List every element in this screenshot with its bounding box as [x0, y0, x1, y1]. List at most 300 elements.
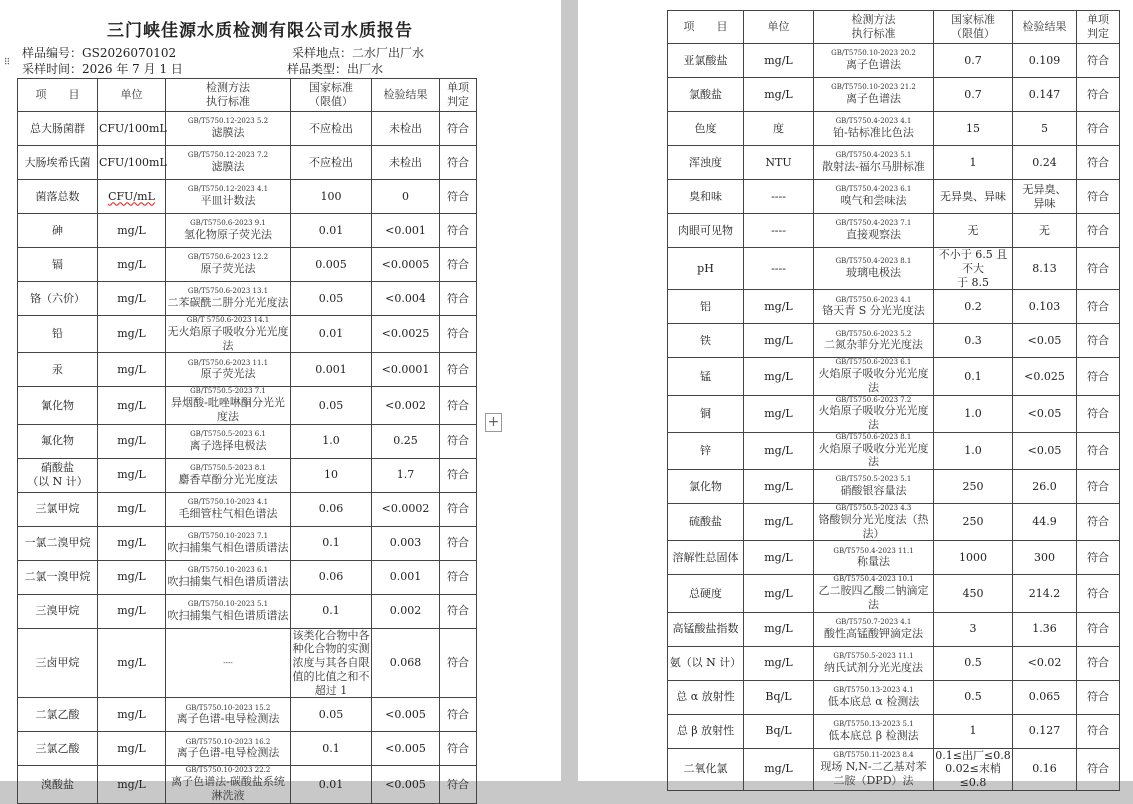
- test-item-name: 三溴甲烷: [35, 604, 80, 618]
- table-row: [668, 112, 1120, 146]
- column-header-result: 检验结果: [372, 79, 440, 112]
- test-item-name: 铜: [700, 406, 711, 420]
- method-name: 二氮杂菲分光光度法: [824, 338, 923, 352]
- verdict-value: 符合: [1087, 87, 1109, 101]
- test-item-name: 溴酸盐: [41, 777, 74, 791]
- unit-cell: [98, 526, 166, 560]
- unit-cell: [744, 78, 814, 112]
- test-item: [668, 78, 744, 112]
- method-name: 无火焰原子吸收分光光度法: [167, 324, 289, 352]
- method-name: 纳氏试剂分光光度法: [824, 660, 923, 674]
- verdict-cell: [1077, 146, 1120, 180]
- limit-value: 0.06: [318, 570, 344, 584]
- method-cell: [814, 78, 934, 112]
- verdict-value: 符合: [1087, 762, 1109, 776]
- table-row: [18, 112, 477, 146]
- method-name: 乙二胺四乙酸二钠滴定法: [818, 584, 929, 611]
- result-cell: [372, 180, 440, 214]
- verdict-value: 符合: [1087, 479, 1109, 493]
- method-standard: GB/T5750.11-2023 8.4: [833, 751, 914, 759]
- unit-cell: [98, 492, 166, 526]
- unit-value: CFU/100mL: [99, 121, 167, 135]
- result-cell: [1013, 78, 1077, 112]
- method-cell: [166, 732, 291, 766]
- unit-cell: [744, 541, 814, 575]
- method-cell: [814, 748, 934, 790]
- result-value: <0.0025: [381, 327, 430, 341]
- limit-value: 不应检出: [309, 121, 353, 135]
- method-name: 铬天青 S 分光光度法: [822, 304, 925, 318]
- unit-value: mg/L: [764, 586, 793, 600]
- unit-cell: [744, 324, 814, 358]
- limit-cell: [291, 594, 372, 628]
- unit-cell: [98, 628, 166, 698]
- method-name: 玻璃电极法: [846, 266, 901, 280]
- method-standard: GB/T5750.10-2023 5.1: [187, 599, 269, 608]
- test-item: [668, 248, 744, 290]
- method-standard: GB/T5750.6-2023 8.1: [835, 432, 912, 441]
- limit-cell: [291, 316, 372, 353]
- method-standard: GB/T5750.13-2023 4.1: [833, 685, 914, 694]
- sample-number-label: 样品编号：: [22, 46, 83, 60]
- column-header-method: [814, 11, 934, 44]
- result-cell: [372, 766, 440, 803]
- verdict-cell: [440, 424, 477, 458]
- method-standard: GB/T5750.5-2023 11.1: [833, 651, 914, 660]
- method-cell: [166, 214, 291, 248]
- verdict-value: 符合: [447, 656, 469, 669]
- table-body-right: [668, 44, 1120, 791]
- verdict-value: 符合: [1087, 223, 1109, 237]
- verdict-cell: [1077, 541, 1120, 575]
- table-header-row: [18, 79, 477, 112]
- report-page-right: [578, 0, 1133, 789]
- limit-cell: [291, 698, 372, 732]
- column-header-limit: [934, 11, 1013, 44]
- method-standard: GB/T5750.6-2023 5.2: [835, 329, 912, 338]
- limit-value: 无异臭、异味: [940, 189, 1006, 203]
- verdict-cell: [1077, 646, 1120, 680]
- verdict-cell: [440, 628, 477, 698]
- column-header-limit-line2: （限值）: [951, 27, 995, 40]
- unit-value: CFU/100mL: [99, 155, 167, 169]
- verdict-value: 符合: [1087, 189, 1109, 203]
- unit-cell: [744, 180, 814, 214]
- test-item-name: 二氯乙酸: [35, 707, 80, 721]
- unit-cell: [744, 395, 814, 432]
- limit-value: 450: [962, 586, 984, 600]
- test-item: [18, 282, 98, 316]
- result-value: 8.13: [1032, 261, 1057, 275]
- column-header-method-line1: 检测方法: [206, 81, 250, 95]
- verdict-cell: [440, 146, 477, 180]
- result-value: 0.003: [389, 536, 422, 550]
- result-value: <0.0001: [381, 362, 430, 376]
- method-standard: GB/T5750.4-2023 4.1: [835, 117, 912, 126]
- verdict-cell: [440, 387, 477, 424]
- method-name: 离子色谱法: [846, 58, 901, 71]
- test-item: [18, 248, 98, 282]
- table-row: [18, 766, 477, 803]
- limit-cell: [934, 146, 1013, 180]
- unit-cell: [744, 248, 814, 290]
- table-row: [668, 358, 1120, 395]
- test-item: [18, 316, 98, 353]
- limit-cell: [934, 432, 1013, 469]
- result-value: 300: [1034, 550, 1055, 564]
- limit-cell: [934, 290, 1013, 324]
- unit-cell: [98, 112, 166, 146]
- limit-value: 250: [962, 515, 984, 529]
- test-item-name: 三氯甲烷: [35, 502, 80, 516]
- verdict-value: 符合: [447, 223, 469, 237]
- verdict-value: 符合: [447, 434, 469, 448]
- method-cell: [166, 424, 291, 458]
- result-value: <0.002: [385, 398, 426, 412]
- result-cell: [1013, 646, 1077, 680]
- method-standard: GB/T 5750.6-2023 14.1: [186, 316, 270, 324]
- table-header-row: [668, 11, 1120, 44]
- limit-value: 0.1: [322, 536, 340, 550]
- verdict-value: 符合: [1087, 690, 1109, 704]
- limit-cell: [291, 282, 372, 316]
- unit-cell: [98, 248, 166, 282]
- test-item: [18, 180, 98, 214]
- table-row: [668, 395, 1120, 432]
- table-row: [18, 628, 477, 698]
- result-value: 26.0: [1032, 479, 1057, 493]
- unit-value: mg/L: [117, 362, 146, 376]
- method-standard: GB/T5750.4-2023 5.1: [835, 151, 912, 160]
- result-value: <0.004: [385, 291, 426, 305]
- verdict-value: 符合: [447, 741, 469, 755]
- unit-cell: [98, 146, 166, 180]
- method-cell: [814, 214, 934, 248]
- method-name: 嗅气和尝味法: [840, 194, 907, 207]
- limit-value: 15: [966, 121, 980, 135]
- sample-type-value: 出厂水: [347, 62, 384, 76]
- method-standard: GB/T5750.6-2023 4.1: [835, 295, 912, 304]
- limit-cell: [291, 387, 372, 424]
- verdict-value: 符合: [447, 536, 469, 550]
- test-item: [18, 698, 98, 732]
- unit-value: mg/L: [764, 762, 793, 776]
- test-item-name: 溶解性总固体: [672, 550, 739, 564]
- result-cell: [372, 732, 440, 766]
- unit-value: mg/L: [764, 515, 793, 529]
- test-item-name: 锌: [700, 444, 711, 457]
- limit-value: 1000: [959, 550, 987, 564]
- verdict-cell: [1077, 748, 1120, 790]
- test-item: [18, 387, 98, 424]
- sample-type: [287, 60, 383, 77]
- result-value: <0.001: [385, 223, 426, 237]
- verdict-cell: [1077, 214, 1120, 248]
- verdict-cell: [1077, 575, 1120, 612]
- result-value: 1.36: [1032, 622, 1057, 636]
- result-cell: [1013, 358, 1077, 395]
- result-value: 0.103: [1028, 299, 1061, 313]
- unit-value: mg/L: [117, 291, 146, 305]
- column-header-verdict-line1: 单项: [447, 81, 469, 95]
- results-table-left: [17, 78, 477, 804]
- result-value: 214.2: [1028, 586, 1061, 600]
- test-item-name: 大肠埃希氏菌: [24, 155, 91, 169]
- verdict-cell: [1077, 612, 1120, 646]
- limit-cell: [934, 470, 1013, 504]
- table-row: [668, 714, 1120, 748]
- verdict-value: 符合: [447, 468, 469, 482]
- method-cell: [814, 714, 934, 748]
- limit-cell: [291, 112, 372, 146]
- unit-value: ----: [771, 261, 786, 275]
- unit-value: NTU: [765, 155, 792, 169]
- method-standard: GB/T5750.6-2023 7.2: [835, 395, 912, 404]
- report-title: 三门峡佳源水质检测有限公司水质报告: [107, 21, 413, 41]
- method-standard: GB/T5750.6-2023 9.1: [190, 219, 266, 228]
- table-row: [18, 492, 477, 526]
- method-standard: GB/T5750.10-2023 16.2: [185, 737, 271, 746]
- result-value: <0.005: [385, 707, 426, 721]
- report-page-left: [0, 0, 561, 802]
- method-standard: GB/T5750.10-2023 4.1: [187, 497, 269, 506]
- unit-cell: [98, 560, 166, 594]
- result-cell: [372, 248, 440, 282]
- test-item-name: 总 β 放射性: [676, 724, 735, 738]
- limit-cell: [291, 180, 372, 214]
- test-item-name: 菌落总数: [35, 189, 80, 203]
- column-header-limit: [291, 79, 372, 112]
- test-item-name: 总 α 放射性: [676, 690, 735, 704]
- unit-cell: [98, 353, 166, 387]
- limit-cell: [291, 732, 372, 766]
- unit-cell: [744, 214, 814, 248]
- method-standard: GB/T5750.13-2023 5.1: [833, 719, 914, 728]
- unit-cell: [98, 698, 166, 732]
- unit-value: mg/L: [117, 570, 146, 584]
- table-row: [18, 424, 477, 458]
- verdict-cell: [1077, 44, 1120, 78]
- limit-value: 1.0: [964, 444, 982, 457]
- method-cell: [166, 766, 291, 803]
- test-item: [668, 44, 744, 78]
- limit-value: 0.7: [964, 87, 982, 101]
- limit-value: 0.05: [318, 398, 344, 412]
- table-row: [668, 680, 1120, 714]
- verdict-value: 符合: [1087, 724, 1109, 738]
- verdict-cell: [440, 180, 477, 214]
- test-item-name: 浑浊度: [689, 155, 722, 169]
- unit-value: mg/L: [117, 468, 146, 482]
- result-cell: [372, 698, 440, 732]
- limit-value: 0.01: [318, 327, 344, 341]
- result-cell: [372, 146, 440, 180]
- result-cell: [1013, 290, 1077, 324]
- result-value: <0.05: [1027, 406, 1062, 420]
- method-standard: ----: [223, 658, 233, 667]
- test-item-name: 氟化物: [41, 434, 74, 448]
- verdict-value: 符合: [1087, 406, 1109, 420]
- test-item: [18, 732, 98, 766]
- verdict-value: 符合: [447, 777, 469, 791]
- method-name: 异烟酸-吡唑啉酮分光光度法: [171, 396, 285, 423]
- method-name: 硝酸银容量法: [840, 484, 907, 497]
- table-row: [18, 458, 477, 492]
- unit-cell: [98, 214, 166, 248]
- method-standard: GB/T5750.12-2023 5.2: [187, 117, 269, 126]
- result-value: 0.16: [1032, 762, 1057, 776]
- column-header-item: 项 目: [668, 11, 744, 44]
- verdict-cell: [440, 458, 477, 492]
- limit-value: 0.1≤出厂≤0.8: [935, 748, 1011, 762]
- test-item-name: 氰化物: [41, 398, 74, 412]
- verdict-cell: [440, 112, 477, 146]
- test-item-name: 三氯乙酸: [35, 741, 80, 755]
- table-row: [668, 44, 1120, 78]
- verdict-cell: [440, 560, 477, 594]
- test-item-name: 硝酸盐: [41, 461, 74, 475]
- limit-value: 0.06: [318, 502, 344, 516]
- verdict-cell: [1077, 395, 1120, 432]
- column-header-verdict-line2: 判定: [1087, 27, 1109, 40]
- test-item-name: 砷: [52, 223, 63, 237]
- unit-cell: [98, 282, 166, 316]
- limit-cell: [934, 324, 1013, 358]
- result-value: 无异臭、: [1022, 182, 1067, 196]
- table-row: [18, 146, 477, 180]
- result-value: 未检出: [389, 155, 422, 169]
- verdict-cell: [1077, 324, 1120, 358]
- result-cell: [1013, 680, 1077, 714]
- method-cell: [166, 628, 291, 698]
- method-name: 二苯碳酰二肼分光光度法: [167, 296, 289, 309]
- limit-value-line2: 于 8.5: [957, 275, 989, 289]
- verdict-cell: [1077, 504, 1120, 541]
- table-row: [18, 282, 477, 316]
- test-item: [18, 214, 98, 248]
- limit-value: 10: [324, 468, 338, 482]
- method-cell: [814, 612, 934, 646]
- column-header-verdict: [440, 79, 477, 112]
- limit-cell: [934, 358, 1013, 395]
- result-value: 0.001: [389, 570, 422, 584]
- unit-value: mg/L: [117, 604, 146, 618]
- limit-value: 无: [967, 223, 979, 237]
- table-row: [18, 732, 477, 766]
- result-cell: [1013, 44, 1077, 78]
- limit-cell: [934, 612, 1013, 646]
- method-standard: GB/T5750.10-2023 6.1: [187, 565, 269, 574]
- method-cell: [166, 698, 291, 732]
- method-name: 现场 N,N-二乙基对苯二胺（DPD）法: [820, 759, 927, 787]
- method-name: 铂-钴标准比色法: [833, 126, 914, 139]
- result-cell: [372, 424, 440, 458]
- unit-value: mg/L: [764, 444, 793, 457]
- method-name: 原子荧光法: [200, 367, 256, 381]
- limit-cell: [934, 248, 1013, 290]
- table-row: [18, 560, 477, 594]
- add-icon[interactable]: +: [485, 413, 502, 432]
- test-item: [668, 324, 744, 358]
- unit-cell: [744, 112, 814, 146]
- test-item: [18, 594, 98, 628]
- result-value: 0.002: [389, 604, 422, 618]
- verdict-value: 符合: [447, 398, 469, 412]
- table-row: [668, 541, 1120, 575]
- column-header-unit: 单位: [98, 79, 166, 112]
- result-value: 0.109: [1028, 53, 1061, 67]
- sample-time-label: 采样时间：: [22, 62, 83, 76]
- method-cell: [814, 541, 934, 575]
- result-value: <0.0002: [381, 502, 430, 516]
- result-cell: [1013, 612, 1077, 646]
- unit-cell: [744, 680, 814, 714]
- test-item-name: pH: [697, 261, 714, 275]
- limit-value: 1.0: [322, 434, 340, 448]
- limit-cell: [934, 78, 1013, 112]
- test-item-name: 二氧化氯: [683, 762, 728, 776]
- verdict-cell: [1077, 358, 1120, 395]
- table-row: [668, 324, 1120, 358]
- limit-cell: [291, 248, 372, 282]
- method-cell: [814, 248, 934, 290]
- verdict-value: 符合: [1087, 622, 1109, 636]
- method-cell: [814, 180, 934, 214]
- unit-cell: [744, 44, 814, 78]
- verdict-cell: [1077, 680, 1120, 714]
- verdict-value: 符合: [1087, 333, 1109, 347]
- test-item: [668, 470, 744, 504]
- method-name: 平皿计数法: [200, 194, 256, 207]
- result-value: 0.25: [393, 434, 418, 448]
- method-standard: GB/T5750.5-2023 6.1: [190, 429, 266, 438]
- method-cell: [166, 180, 291, 214]
- method-standard: GB/T5750.4-2023 11.1: [833, 546, 914, 555]
- limit-value: 0.05: [318, 291, 344, 305]
- unit-cell: [744, 612, 814, 646]
- result-value: <0.0005: [381, 257, 430, 271]
- verdict-value: 符合: [447, 570, 469, 584]
- table-row: [18, 353, 477, 387]
- unit-value: ----: [771, 189, 786, 203]
- test-item: [668, 358, 744, 395]
- limit-cell: [291, 146, 372, 180]
- method-cell: [166, 112, 291, 146]
- method-standard: GB/T5750.7-2023 4.1: [835, 617, 912, 626]
- verdict-cell: [440, 766, 477, 803]
- limit-cell: [291, 458, 372, 492]
- limit-value-line2: 0.02≤末梢≤0.8: [945, 762, 1001, 789]
- unit-value: mg/L: [117, 536, 146, 550]
- limit-cell: [291, 766, 372, 803]
- result-cell: [372, 214, 440, 248]
- table-row: [668, 575, 1120, 612]
- result-value: 0.065: [1028, 690, 1061, 704]
- drag-handle-icon[interactable]: ⠿: [3, 58, 11, 68]
- sample-type-label: 样品类型：: [287, 62, 348, 76]
- method-cell: [814, 290, 934, 324]
- limit-cell: [934, 44, 1013, 78]
- method-standard: GB/T5750.10-2023 22.2: [185, 766, 271, 775]
- test-item: [668, 290, 744, 324]
- limit-cell: [934, 395, 1013, 432]
- result-cell: [372, 560, 440, 594]
- unit-value: mg/L: [117, 777, 146, 791]
- unit-value: mg/L: [117, 434, 146, 448]
- limit-cell: [291, 214, 372, 248]
- method-standard: GB/T5750.10-2023 15.2: [185, 703, 271, 712]
- result-cell: [1013, 714, 1077, 748]
